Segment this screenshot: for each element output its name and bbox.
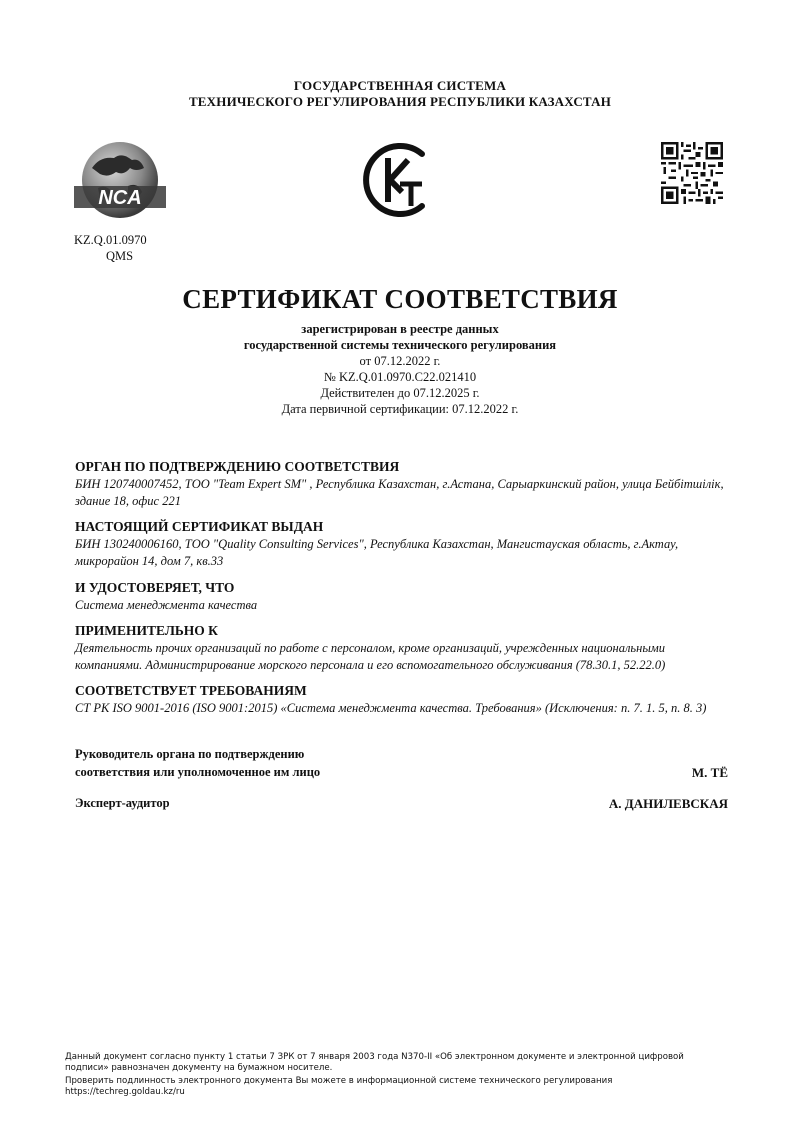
section-applicable-to (75, 623, 725, 674)
footer-verify-link[interactable]: https://techreg.goldau.kz/ru (65, 1087, 185, 1097)
section-heading: И УДОСТОВЕРЯЕТ, ЧТО (75, 580, 235, 595)
registration-line-2: государственной системы технического регулирования (243, 338, 557, 352)
section-conformity-body (75, 459, 725, 510)
header-line-1: ГОСУДАРСТВЕННАЯ СИСТЕМА (293, 78, 507, 93)
section-text: БИН 120740007452, ТОО "Team Expert SM" , Республика Казахстан, г.Астана, Сарыаркинский район, улица Бейбітшілік, здание 18, офис 221 (75, 477, 724, 508)
section-heading: СООТВЕТСТВУЕТ ТРЕБОВАНИЯМ (75, 683, 307, 698)
expert-auditor-name: А. ДАНИЛЕВСКАЯ (608, 796, 728, 811)
certificate-title: СЕРТИФИКАТ СООТВЕТСТВИЯ (182, 284, 618, 314)
section-heading: ПРИМЕНИТЕЛЬНО К (75, 623, 218, 638)
registry-code-type: QMS (106, 249, 134, 263)
section-issued-to (75, 519, 725, 570)
footer-legal-line-1: Данный документ согласно пункту 1 статьи 7 ЗРК от 7 января 2003 года N370-II «Об электронном документе и электронной цифровой (65, 1052, 684, 1062)
section-text: СТ РК ISO 9001-2016 (ISO 9001:2015) «Система менеджмента качества. Требования» (Исключения: п. 7. 1. 5, п. 8. 3) (75, 701, 707, 715)
section-text: БИН 130240006160, ТОО "Quality Consulting Services", Республика Казахстан, Мангистауская область, г.Актау, микрорайон 14, дом 7, кв.33 (75, 537, 679, 568)
registry-code: KZ.Q.01.0970 (74, 233, 147, 247)
svg-text:NCA: NCA (98, 187, 142, 209)
section-text: Система менеджмента качества (75, 598, 258, 612)
kt-conformity-mark-icon (358, 140, 442, 220)
section-heading: ОРГАН ПО ПОДТВЕРЖДЕНИЮ СООТВЕТСТВИЯ (75, 459, 400, 474)
qr-code-icon (661, 142, 723, 204)
section-heading: НАСТОЯЩИЙ СЕРТИФИКАТ ВЫДАН (75, 519, 324, 534)
registration-line-1: зарегистрирован в реестре данных (301, 322, 499, 336)
footer-legal-line-2: подписи» равнозначен документу на бумажном носителе. (65, 1063, 333, 1073)
head-signatory-label-2: соответствия или уполномоченное им лицо (75, 765, 321, 779)
globe-logo-icon (70, 138, 170, 228)
registration-date: от 07.12.2022 г. (359, 354, 441, 368)
head-signatory-name: М. ТЁ (691, 765, 728, 780)
certificate-number: № KZ.Q.01.0970.C22.021410 (323, 370, 477, 384)
header-line-2: ТЕХНИЧЕСКОГО РЕГУЛИРОВАНИЯ РЕСПУБЛИКИ КАЗАХСТАН (188, 94, 612, 109)
section-certifies (75, 580, 725, 614)
section-requirements (75, 683, 725, 717)
section-text: Деятельность прочих организаций по работе с персоналом, кроме организаций, учрежденных национальными компаниями. Администрирование морского персонала и его вспомогательного обслуживания (78.30.1, 52.22.0) (75, 641, 666, 672)
valid-until: Действителен до 07.12.2025 г. (320, 386, 480, 400)
expert-auditor-label: Эксперт-аудитор (75, 796, 170, 810)
footer-verify-line: Проверить подлинность электронного документа Вы можете в информационной системе технического регулирования (65, 1076, 613, 1086)
first-certification-date: Дата первичной сертификации: 07.12.2022 г. (281, 402, 519, 416)
head-signatory-label-1: Руководитель органа по подтверждению (75, 747, 305, 761)
